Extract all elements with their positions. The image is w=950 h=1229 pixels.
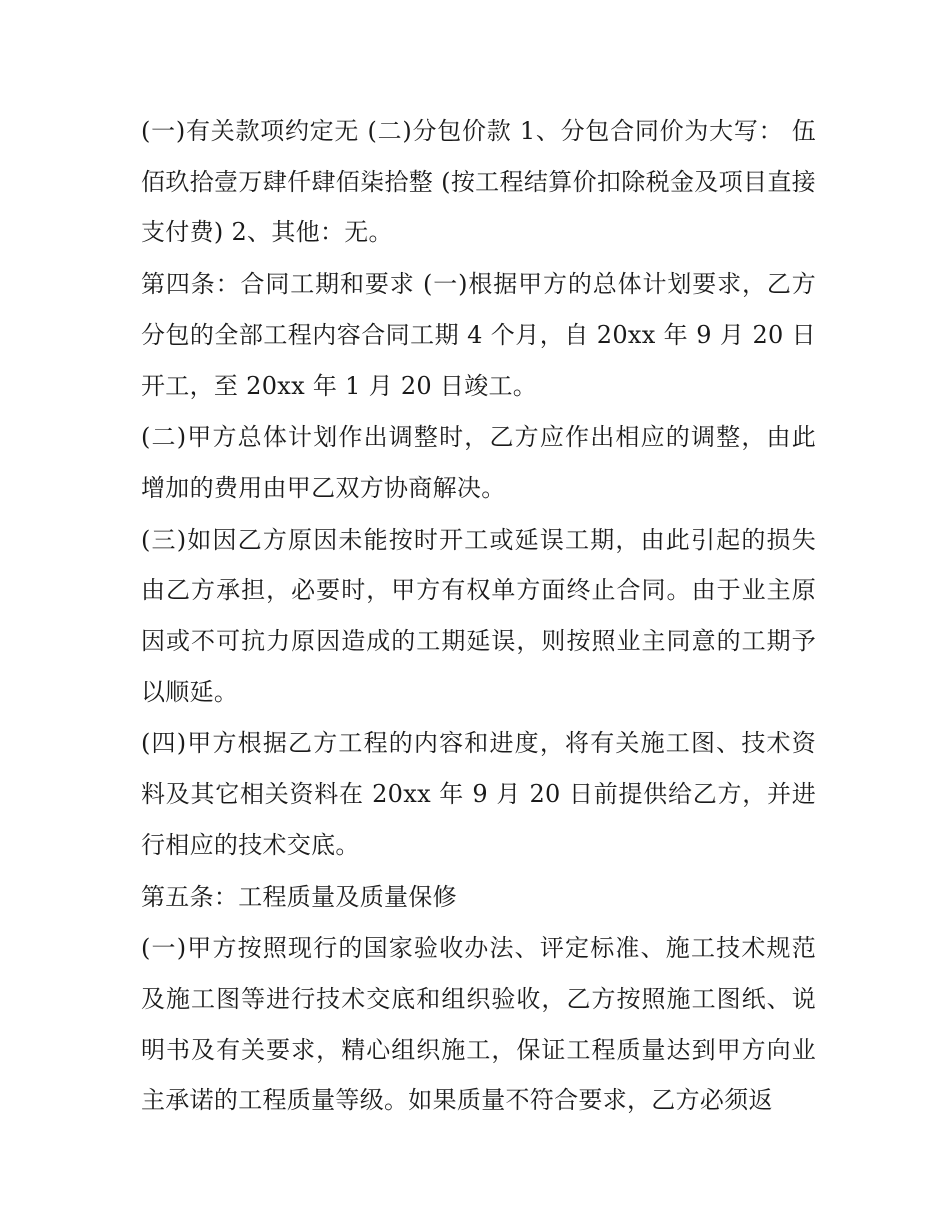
document-body [141, 106, 816, 1127]
paragraph-quality-acceptance: (一)甲方按照现行的国家验收办法、评定标准、施工技术规范及施工图等进行技术交底和组织验收，乙方按照施工图纸、说明书及有关要求，精心组织施工，保证工程质量达到甲方向业主承诺的工程质量等级。如果质量不符合要求，乙方必须返 [141, 934, 816, 1115]
paragraph-payment-terms: (一)有关款项约定无 (二)分包价款 1、分包合同价为大写： 伍佰玖拾壹万肆仟肆佰柒拾整 (按工程结算价扣除税金及项目直接支付费) 2、其他：无。 [141, 117, 816, 247]
paragraph-drawings-delivery: (四)甲方根据乙方工程的内容和进度，将有关施工图、技术资料及其它相关资料在 20xx 年 9 月 20 日前提供给乙方，并进行相应的技术交底。 [141, 729, 816, 859]
paragraph-article-4-schedule: 第四条：合同工期和要求 (一)根据甲方的总体计划要求，乙方分包的全部工程内容合同工期 4 个月，自 20xx 年 9 月 20 日开工，至 20xx 年 1 月 20 日竣工。 [141, 270, 816, 400]
paragraph-article-5-heading: 第五条：工程质量及质量保修 [141, 882, 457, 911]
paragraph-schedule-adjustment: (二)甲方总体计划作出调整时，乙方应作出相应的调整，由此增加的费用由甲乙双方协商解决。 [141, 423, 816, 502]
paragraph-delay-liability: (三)如因乙方原因未能按时开工或延误工期，由此引起的损失由乙方承担，必要时，甲方有权单方面终止合同。由于业主原因或不可抗力原因造成的工期延误，则按照业主同意的工期予以顺延。 [141, 525, 816, 706]
